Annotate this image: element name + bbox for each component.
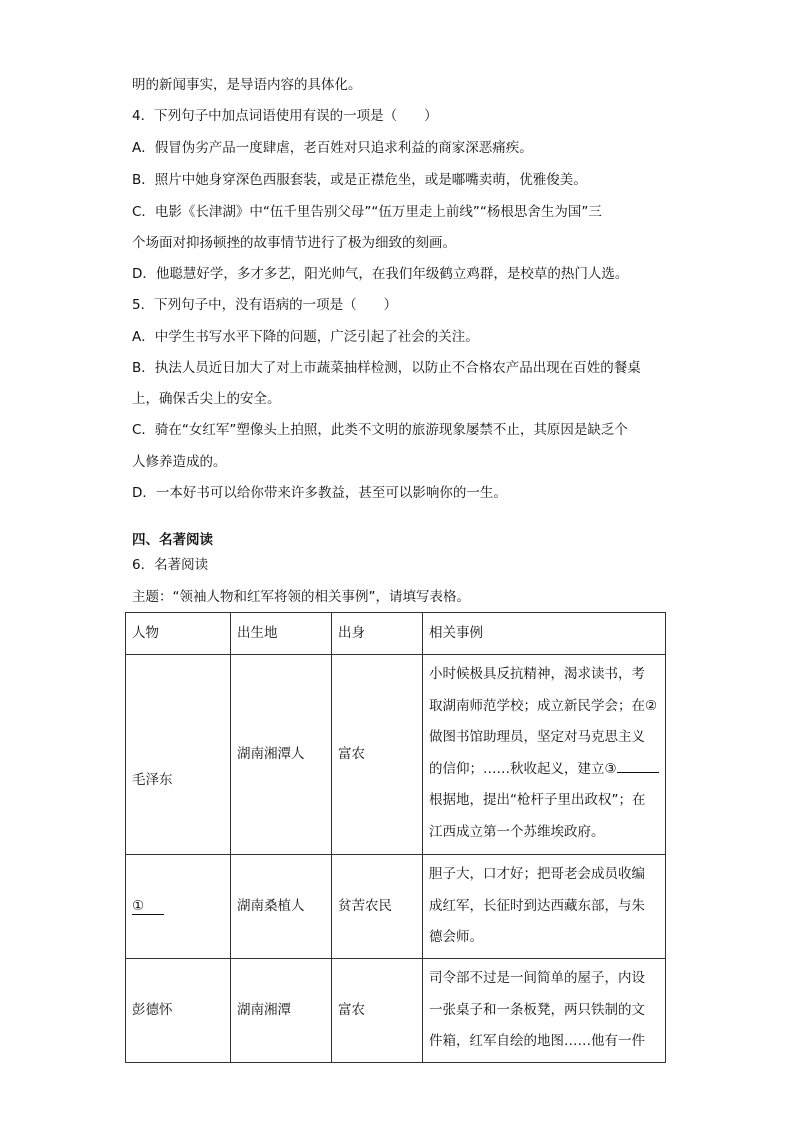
question-5-option-c-line2: 人修养造成的。 [132,454,227,470]
question-6-title: 6．名著阅读 [132,557,209,573]
question-4-stem: 4．下列句子中加点词语使用有误的一项是（ ） [132,108,438,124]
question-4-option-c-line2: 个场面对抑扬顿挫的故事情节进行了极为细致的刻画。 [132,235,456,251]
events-line: 江西成立第一个苏维埃政府。 [429,823,605,840]
table-header-cell: 出身 [332,613,423,655]
table-row [126,855,666,959]
origin-cell: 富农 [332,959,423,1063]
question-4-option-c-line1: C．电影《长津湖》中“伍千里告别父母”“伍万里走上前线”“杨根思舍生为国”三 [132,204,602,220]
events-line: 成红军，长征时到达西藏东部，与朱 [429,897,645,914]
events-line: 司令部不过是一间简单的屋子，内设 [429,970,645,986]
answer-blank-3[interactable] [617,772,659,773]
events-line: 做图书馆助理员，坚定对马克思主义 [429,729,645,746]
birthplace-cell: 湖南湘潭人 [231,655,332,855]
question-5-option-b-line2: 上，确保舌尖上的安全。 [132,391,281,407]
person-name [126,855,231,959]
question-5-option-c-line1: C．骑在“女红军”塑像头上拍照，此类不文明的旅游现象屡禁不止，其原因是缺乏个 [132,422,628,438]
origin-cell: 贫苦农民 [332,855,423,959]
birthplace-cell: 湖南湘潭 [231,959,332,1063]
person-name: 毛泽东 [126,655,231,855]
events-line: 小时候极具反抗精神，渴求读书，考 [429,666,645,682]
table-row [126,959,666,1063]
question-4-option-b: B．照片中她身穿深色西服套装，或是正襟危坐，或是嘟嘴卖萌，优雅俊美。 [132,172,587,188]
person-name: 彭德怀 [126,959,231,1063]
events-line: 的信仰；……秋收起义，建立③ [429,754,659,786]
section-heading: 四、名著阅读 [132,532,213,548]
events-cell [423,959,666,1063]
table-header-cell: 相关事例 [423,613,666,655]
origin-cell: 富农 [332,655,423,855]
question-5-option-a: A．中学生书写水平下降的问题，广泛引起了社会的关注。 [132,329,479,345]
events-line: 取湖南师范学校；成立新民学会；在② [429,697,658,714]
events-line: 德会师。 [429,929,483,946]
table-header-cell: 出生地 [231,613,332,655]
fill-in-table [125,612,666,1063]
question-4-option-d: D．他聪慧好学，多才多艺，阳光帅气，在我们年级鹤立鸡群，是校草的热门人选。 [132,266,629,282]
question-5-option-d: D．一本好书可以给你带来许多教益，甚至可以影响你的一生。 [132,485,507,501]
table-header-cell: 人物 [126,613,231,655]
events-line: 件箱，红军自绘的地图……他有一件 [429,1033,645,1050]
birthplace-cell: 湖南桑植人 [231,855,332,959]
continuation-text: 明的新闻事实，是导语内容的具体化。 [132,77,362,93]
events-cell [423,855,666,959]
events-line: 胆子大，口才好；把哥老会成员收编 [429,866,645,882]
question-5-stem: 5．下列句子中，没有语病的一项是（ ） [132,297,398,313]
events-line: 一张桌子和一条板凳，两只铁制的文 [429,1001,645,1018]
table-header-row [126,613,666,655]
question-5-option-b-line1: B．执法人员近日加大了对上市蔬菜抽样检测，以防止不合格农产品出现在百姓的餐桌 [132,360,641,376]
question-6-topic: 主题：“领袖人物和红军将领的相关事例”，请填写表格。 [132,589,470,605]
events-line: 根据地，提出“枪杆子里出政权”；在 [429,792,646,809]
table-row [126,655,666,855]
question-4-option-a: A．假冒伪劣产品一度肆虐，老百姓对只追求利益的商家深恶痛疾。 [132,140,533,156]
answer-blank-1[interactable]: ① [132,898,164,915]
events-cell [423,655,666,855]
